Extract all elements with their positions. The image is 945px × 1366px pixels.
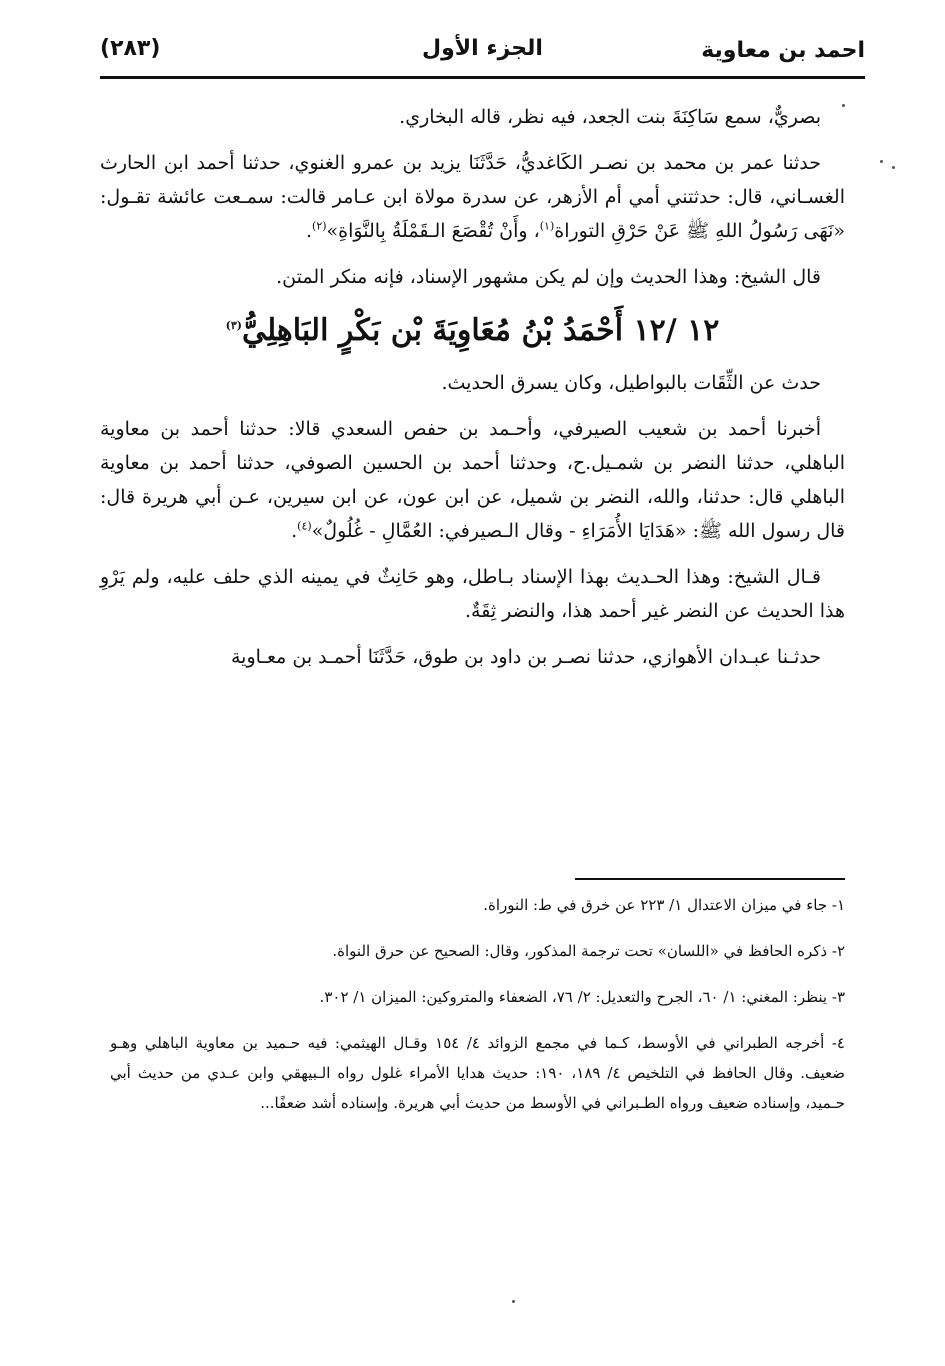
running-head-volume: الجزء الأول [422,36,543,61]
entry-heading [100,306,845,356]
scan-speck [892,166,895,169]
footnote-3: ٣- ينظر: المغني: ١/ ٦٠، الجرح والتعديل: ٢/ ٧٦، الضعفاء والمتروكين: الميزان ١/ ٣٠٢. [319,988,845,1006]
scan-speck [842,104,845,107]
running-head-entry: احمد بن معاوية [701,38,865,63]
paragraph-5-text: أخبرنا أحمد بن شعيب الصيرفي، وأحـمد بن حفص السعدي قالا: حدثنا أحمد بن معاوية الباهلي، حدثنا النضر بن شمـيل.ح، وحدثنا أحمد بن الحسين الصوفي، حدثنا أحمد بن معاوية الباهلي قال: حدثنا، والله، النضر بن شميل، عن ابن عون، عن ابن سيرين، عـن أبي هريرة قال: قال رسول الله ﷺ: «هَدَايَا الأُمَرَاءِ - وقال الـصيرفي: العُمَّالِ - غُلُولٌ» [100,418,845,542]
main-text [100,100,845,686]
footnote-ref-3: (٣) [225,319,242,332]
footnotes [110,890,845,1134]
footnote-4: ٤- أخرجه الطبراني في الأوسط، كـما في مجمع الزوائد ٤/ ١٥٤ وقـال الهيثمي: فيه حـميد بن معاوية الباهلي وهـو ضعيف. وقال الحافظ في التلخيص ٤/ ١٨٩، ١٩٠: حديث هدايا الأمراء غلول رواه الـبيهقي وابن عـدي من حديث أبي حـميد، وإسناده ضعيف ورواه الطـبراني في الأوسط من حديث أبي هريرة. وإسناده أشد ضعفًا... [110,1034,845,1112]
paragraph-3: قال الشيخ: وهذا الحديث وإن لم يكن مشهور الإسناد، فإنه منكر المتن. [276,266,821,288]
scan-speck [880,160,883,163]
paragraph-4: حدث عن الثِّقَات بالبواطيل، وكان يسرق الحديث. [441,372,821,394]
footnote-ref-1: (١) [539,219,555,233]
paragraph-5 [100,412,845,548]
paragraph-2-tail: ، وأَنْ تُقْصَعَ الـقَمْلَةُ بِالنَّوَاةِ» [326,220,540,242]
footnote-ref-2: (٢) [312,219,327,233]
paragraph-5-end: . [291,520,298,542]
footnote-2: ٢- ذكره الحافظ في «اللسان» تحت ترجمة المذكور، وقال: الصحيح عن حرق النواة. [332,942,845,960]
entry-title: ١٢ /١٢ أَحْمَدُ بْنُ مُعَاوِيَةَ بْن بَكْرٍ البَاهِلِيُّ [241,313,720,348]
page-header [100,30,865,70]
footnote-separator [575,878,845,880]
page-number: (٢٨٣) [100,36,161,61]
paragraph-2-end: . [305,220,313,242]
paragraph-2-text: حدثنا عمر بن محمد بن نصـر الكَاغديُّ، حَدَّثَنَا يزيد بن عمرو الغنوي، حدثنا أحمد ابن الحارث الغسـاني، قال: حدثتني أمي أم الأزهر، عن سدرة مولاة ابن عـامر قالت: سمـعت عائشة تقـول: «نَهَى رَسُولُ اللهِ ﷺ عَنْ حَرْقِ التوراة [100,152,845,242]
paragraph-1: بصريٌّ، سمع سَاكِنَةَ بنت الجعد، فيه نظر، قاله البخاري. [399,106,821,128]
header-rule [100,76,865,79]
paragraph-2 [100,146,845,248]
paragraph-6: قـال الشيخ: وهذا الحـديث بهذا الإسناد بـاطل، وهو حَانِثٌ في يمينه الذي حلف عليه، ولم يَرْوِ هذا الحديث عن النضر غير أحمد هذا، والنضر ثِقَةٌ. [100,566,845,622]
footnote-ref-4: (٤) [297,519,312,533]
paragraph-7: حدثـنا عبـدان الأهوازي، حدثنا نصـر بن داود بن طوق، حَدَّثَنَا أحمـد بن معـاوية [230,646,821,668]
footnote-1: ١- جاء في ميزان الاعتدال ١/ ٢٢٣ عن خرق في ط: النوراة. [483,896,845,914]
scan-speck [512,1300,515,1303]
